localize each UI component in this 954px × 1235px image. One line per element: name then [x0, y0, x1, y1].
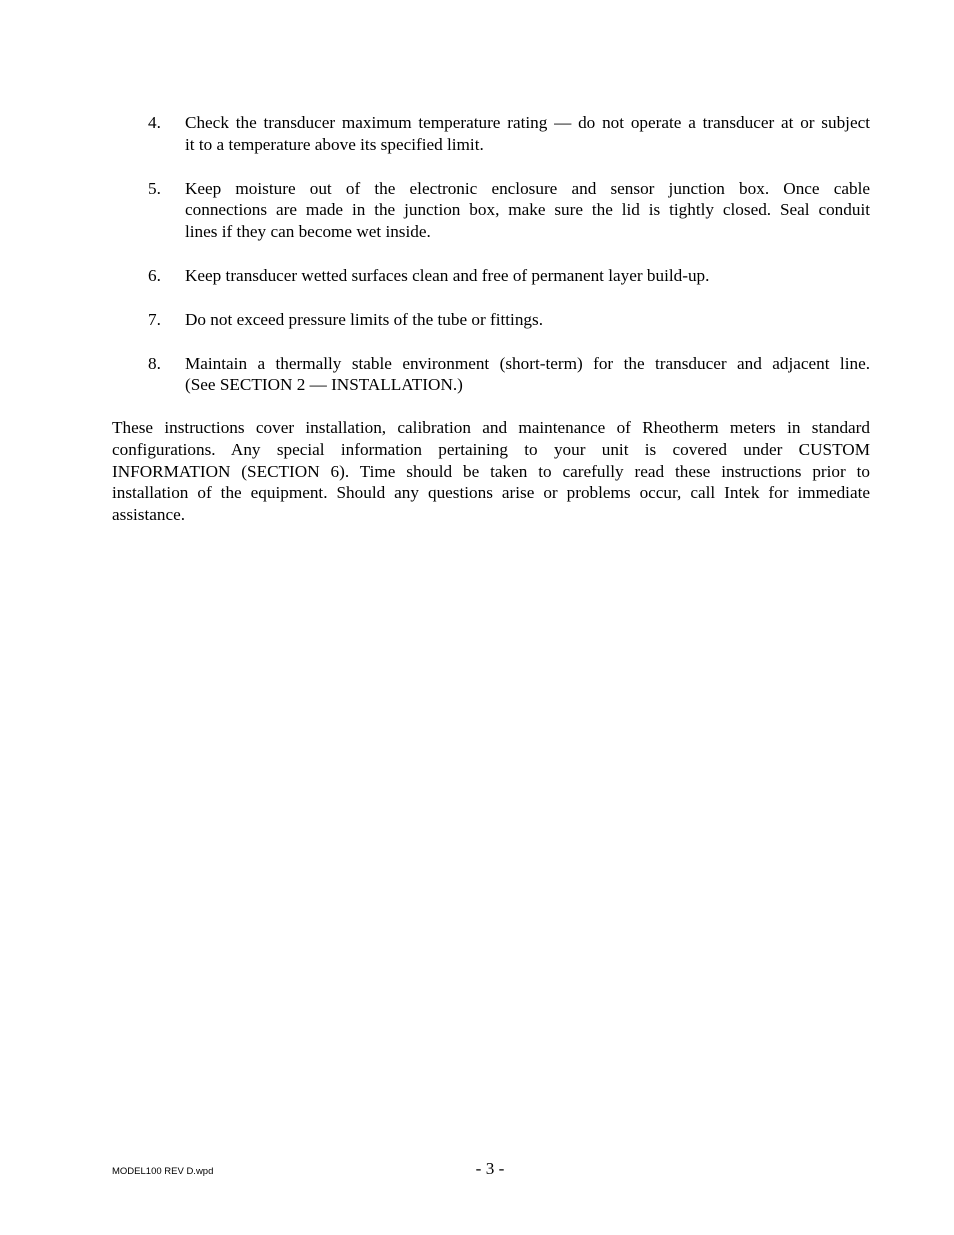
text-line: Keep moisture out of the electronic enclosure and sensor junction box. Once cable: [185, 178, 870, 198]
list-item-text: [185, 112, 870, 156]
list-item-number: 5.: [148, 178, 161, 198]
list-item-number: 7.: [148, 309, 161, 329]
text-line: (See SECTION 2 — INSTALLATION.): [185, 375, 463, 395]
page-number: - 3 -: [475, 1159, 505, 1178]
text-line: lines if they can become wet inside.: [185, 222, 431, 242]
list-item-text: [185, 265, 870, 287]
body-paragraph: [112, 417, 870, 526]
list-item-text: [185, 309, 870, 331]
text-line: Keep transducer wetted surfaces clean and free of permanent layer build-up.: [185, 265, 710, 285]
instruction-list: [148, 112, 870, 418]
list-item-text: [185, 353, 870, 397]
text-line: it to a temperature above its specified limit.: [185, 134, 484, 154]
list-item: [148, 265, 870, 287]
text-line: Maintain a thermally stable environment (short-term) for the transducer and adjacent line.: [185, 353, 870, 373]
text-line: Check the transducer maximum temperature rating — do not operate a transducer at or subject: [185, 113, 870, 132]
text-line: connections are made in the junction box, make sure the lid is tightly closed. Seal conduit: [185, 200, 870, 220]
list-item: [148, 309, 870, 331]
list-item: [148, 178, 870, 243]
list-item: [148, 112, 870, 156]
text-line: assistance.: [112, 505, 186, 525]
list-item-number: 4.: [148, 113, 161, 132]
text-line: These instructions cover installation, calibration and maintenance of Rheotherm meters in standard: [112, 418, 870, 437]
text-line: Do not exceed pressure limits of the tube or fittings.: [185, 309, 543, 329]
text-line: INFORMATION (SECTION 6). Time should be taken to carefully read these instructions prior to: [112, 461, 870, 481]
list-item-number: 6.: [148, 265, 161, 285]
list-item-text: [185, 178, 870, 243]
list-item: [148, 353, 870, 397]
list-item-number: 8.: [148, 353, 161, 373]
text-line: installation of the equipment. Should any questions arise or problems occur, call Intek for immediate: [112, 483, 870, 503]
text-line: configurations. Any special information pertaining to your unit is covered under CUSTOM: [112, 439, 870, 459]
footer-filename: MODEL100 REV D.wpd: [112, 1166, 214, 1177]
